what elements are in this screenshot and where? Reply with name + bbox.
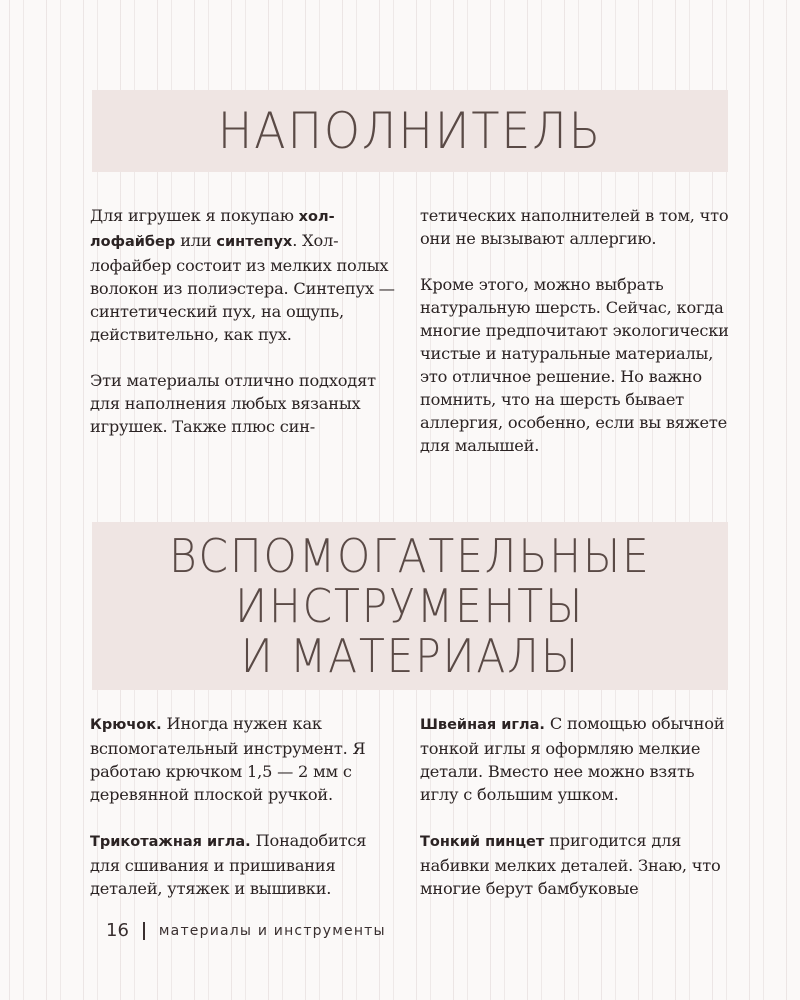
label-knit-needle: Трикотажная игла. xyxy=(90,834,251,850)
paragraph-fillers-intro xyxy=(90,204,400,346)
heading-tools-line1: ВСПОМОГАТЕЛЬНЫЕ xyxy=(169,529,651,583)
page-footer xyxy=(106,920,386,941)
text-knit-needle: Понадобится для сшивания и пришивания деталей, утяжек и вышивки. xyxy=(90,831,367,898)
text-hook: Иногда нужен как вспомогательный инструмент. Я работаю крючком 1,5 — 2 мм с деревянной плоской ручкой. xyxy=(90,714,366,804)
column-filler-left xyxy=(90,204,400,438)
paragraph-sewing-needle xyxy=(420,712,730,806)
text-run: лофайбер состоит из мелких полых волокон из полиэстера. Синтепух — синтетический пух, на ощупь, действительно, как пух. xyxy=(90,256,395,344)
heading-tools-line2: ИНСТРУМЕНТЫ xyxy=(235,579,585,633)
label-sewing-needle: Швейная игла. xyxy=(420,717,545,733)
text-run: . Хол- xyxy=(292,231,339,250)
heading-banner-tools xyxy=(92,522,728,690)
heading-tools-line3: И МАТЕРИАЛЫ xyxy=(240,629,580,683)
paragraph-fillers-benefits: Эти материалы отлично подходят для наполнения любых вязаных игрушек. Также плюс син- xyxy=(90,371,376,436)
paragraph-hook xyxy=(90,712,400,806)
footer-section-title: материалы и инструменты xyxy=(158,922,386,939)
heading-banner-filler xyxy=(92,90,728,172)
column-filler-right xyxy=(420,204,730,457)
keyword-hollofiber: хол- xyxy=(298,209,335,225)
keyword-hollofiber-end: лофайбер xyxy=(90,234,176,250)
label-hook: Крючок. xyxy=(90,717,162,733)
text-sewing-needle: С помощью обычной тонкой иглы я оформляю мелкие детали. Вместо нее можно взять иглу с большим ушком. xyxy=(420,714,725,804)
text-run: или xyxy=(175,231,217,250)
footer-divider xyxy=(143,922,145,940)
text-run: Для игрушек я покупаю xyxy=(90,206,299,225)
heading-filler: НАПОЛНИТЕЛЬ xyxy=(217,102,603,160)
column-tools-left xyxy=(90,712,400,900)
text-tweezers: пригодится для набивки мелких деталей. Знаю, что многие берут бамбуковые xyxy=(420,831,721,898)
paragraph-no-allergy: тетических наполнителей в том, что они не вызывают аллергию. xyxy=(420,206,729,248)
keyword-sintepuh: синтепух xyxy=(216,234,293,250)
column-tools-right xyxy=(420,712,730,900)
label-tweezers: Тонкий пинцет xyxy=(420,834,545,850)
paragraph-knit-needle xyxy=(90,829,400,900)
paragraph-tweezers xyxy=(420,829,730,900)
paragraph-natural-wool: Кроме этого, можно выбрать натуральную шерсть. Сейчас, когда многие предпочитают экологически чистые и натуральные материалы, это отличное решение. Но важно помнить, что на шерсть бывает аллергия, особенно, если вы вяжете для малышей. xyxy=(420,275,729,455)
page-number: 16 xyxy=(106,920,129,941)
